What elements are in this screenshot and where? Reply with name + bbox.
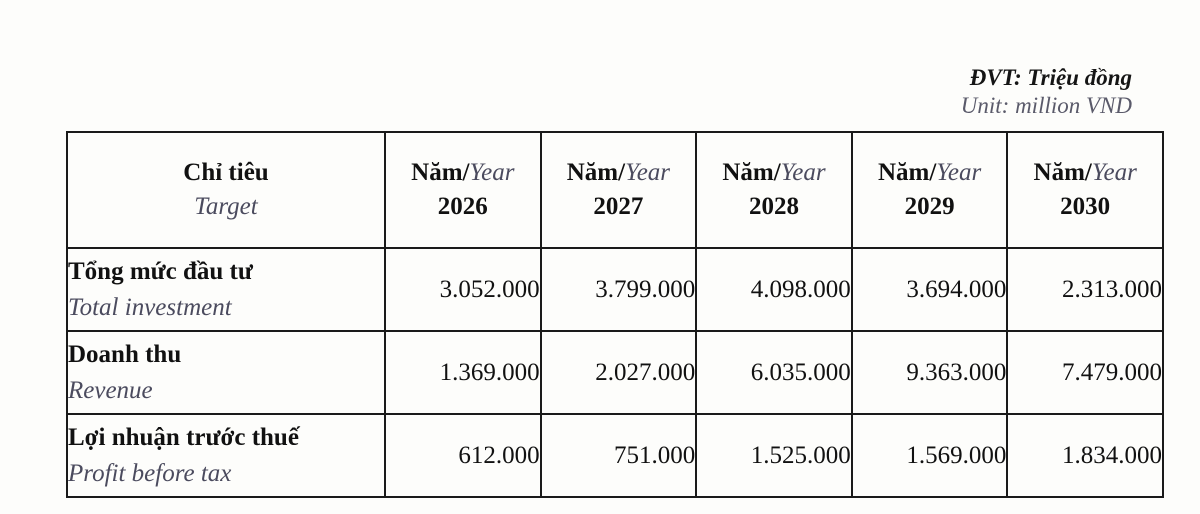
row-label-vi: Tổng mức đầu tư (68, 257, 253, 285)
header-year-number: 2030 (1060, 193, 1111, 220)
header-target (67, 132, 385, 248)
row-label (67, 248, 385, 331)
header-year-word-vi: Năm (877, 159, 930, 186)
table-cell: 2.313.000 (1007, 248, 1163, 331)
table-cell: 3.052.000 (385, 248, 541, 331)
row-label (67, 414, 385, 497)
table-cell: 3.694.000 (852, 248, 1008, 331)
header-year-number: 2028 (748, 193, 799, 220)
table-cell: 6.035.000 (696, 331, 852, 414)
table-row (67, 414, 1163, 497)
header-year-word-vi: Năm (411, 159, 463, 186)
header-target-en: Target (194, 193, 258, 220)
table-header-row (67, 132, 1163, 248)
header-year-number: 2029 (904, 193, 955, 220)
table-cell: 2.027.000 (541, 331, 697, 414)
table-cell: 7.479.000 (1007, 331, 1163, 414)
row-label-en: Profit before tax (68, 459, 232, 487)
row-label-en: Total investment (68, 293, 232, 321)
row-label-vi: Doanh thu (68, 340, 182, 368)
header-year-2030: Năm/Year 2030 (1007, 132, 1163, 248)
table-cell: 1.569.000 (852, 414, 1008, 497)
header-year-word-en: Year (469, 159, 515, 186)
header-year-word-en: Year (936, 159, 982, 186)
row-label-en: Revenue (68, 376, 153, 404)
unit-note-vi: ĐVT: Triệu đồng (969, 65, 1132, 90)
table-cell: 9.363.000 (852, 331, 1008, 414)
header-year-word-vi: Năm (1033, 159, 1085, 186)
header-year-2026: Năm/Year 2026 (385, 132, 541, 248)
header-year-word-en: Year (780, 159, 826, 186)
table-cell: 1.834.000 (1007, 414, 1163, 497)
table-cell: 1.525.000 (696, 414, 852, 497)
table-row (67, 248, 1163, 331)
header-year-number: 2026 (437, 193, 488, 220)
table-cell: 612.000 (385, 414, 541, 497)
table-cell: 751.000 (541, 414, 697, 497)
header-year-2029: Năm/Year 2029 (852, 132, 1008, 248)
table-row (67, 331, 1163, 414)
header-year-number: 2027 (593, 193, 644, 220)
table-cell: 1.369.000 (385, 331, 541, 414)
header-year-word-en: Year (1091, 159, 1137, 186)
row-label-vi: Lợi nhuận trước thuế (68, 423, 299, 451)
table-cell: 4.098.000 (696, 248, 852, 331)
financial-targets-table (66, 131, 1164, 498)
header-year-2027: Năm/Year 2027 (541, 132, 697, 248)
header-target-vi: Chỉ tiêu (183, 159, 269, 186)
unit-note (961, 64, 1132, 120)
header-year-word-vi: Năm (722, 159, 774, 186)
row-label (67, 331, 385, 414)
unit-note-en: Unit: million VND (960, 93, 1132, 118)
header-year-word-en: Year (625, 159, 671, 186)
header-year-word-vi: Năm (566, 159, 619, 186)
header-year-2028: Năm/Year 2028 (696, 132, 852, 248)
table-cell: 3.799.000 (541, 248, 697, 331)
